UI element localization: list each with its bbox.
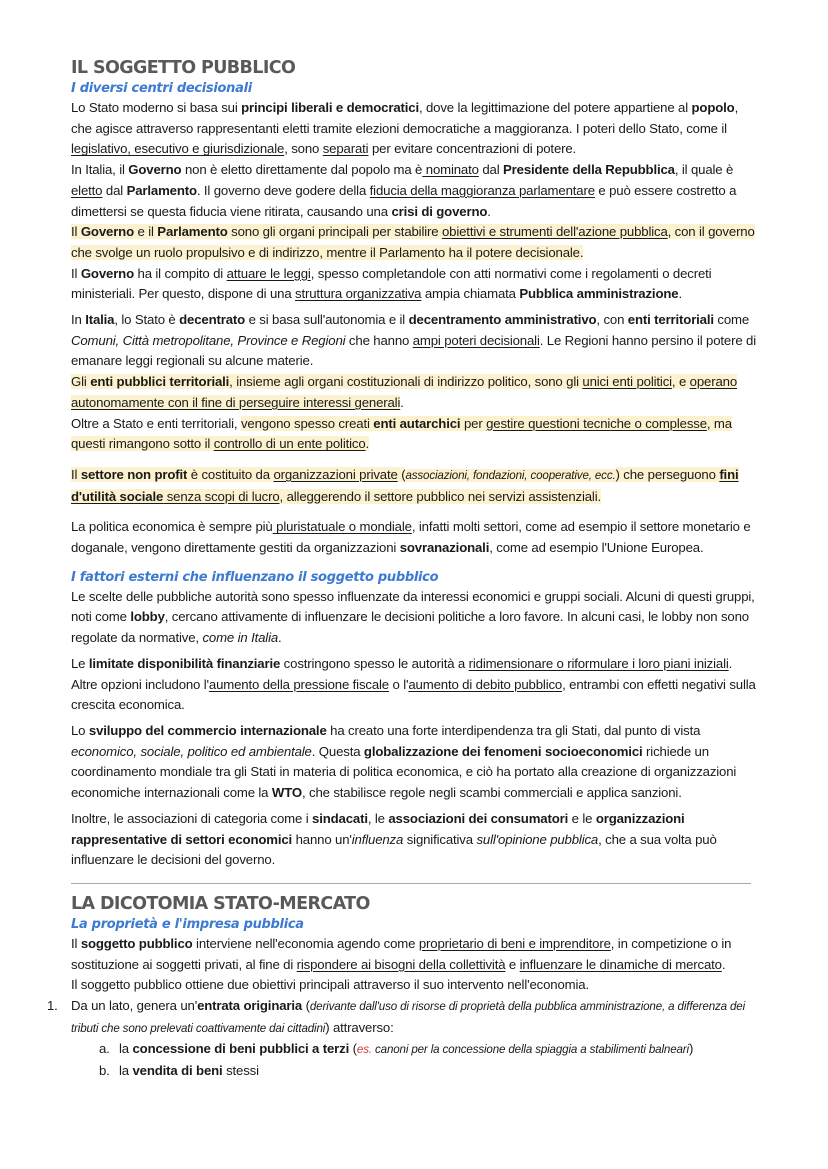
bold-term: Governo — [80, 224, 134, 240]
text-run: che hanno — [345, 332, 413, 348]
text-run: la — [119, 1041, 133, 1057]
text-run: non è eletto direttamente dal popolo ma è — [181, 162, 423, 178]
text-run: , infatti molti settori, come ad esempio il settore monetario e doganale, vengono direttamente gestiti da organizzazioni — [71, 519, 751, 556]
underlined-phrase: ridimensionare o riformulare i loro piani iniziali — [468, 655, 729, 671]
italic-note: come in Italia — [202, 630, 279, 646]
text-run: Oltre a Stato e enti territoriali, — [71, 415, 241, 431]
underlined-phrase: aumento di debito pubblico — [408, 676, 563, 692]
text-run: Il soggetto pubblico ottiene due obiettivi principali attraverso il suo intervento nell'economia. — [71, 977, 589, 993]
text-run: dal — [478, 162, 504, 178]
paragraph — [71, 98, 761, 160]
text-run: Il — [71, 224, 81, 240]
underlined-phrase: unici enti politici — [582, 374, 672, 390]
text-run: ( — [302, 998, 310, 1014]
italic-note: derivante dall'uso di risorse di proprietà della pubblica amministrazione, a differenza dei tributi che sono prelevati coattivamente dai cittadini — [71, 1000, 746, 1035]
underlined-phrase: aumento della pressione fiscale — [208, 676, 389, 692]
bold-term: sindacati — [312, 810, 368, 826]
italic-note: economico, sociale, politico ed ambientale — [71, 743, 312, 759]
paragraph — [71, 414, 761, 455]
bold-term: Governo — [128, 162, 182, 178]
underlined-phrase: legislativo, esecutivo e giurisdizionale — [71, 141, 285, 157]
bold-term: fini d'utilità sociale — [71, 466, 739, 504]
text-run: hanno un' — [292, 831, 352, 847]
text-run: . Questa — [311, 743, 364, 759]
italic-note: sull'opinione pubblica — [476, 831, 599, 847]
underlined-phrase: fiducia della maggioranza parlamentare — [369, 182, 595, 198]
spacer — [71, 455, 761, 465]
paragraph — [71, 160, 761, 222]
paragraph — [71, 809, 761, 871]
paragraph — [71, 721, 761, 804]
text-run: , dove la legittimazione del potere appartiene al — [418, 100, 692, 115]
text-run: ampia chiamata — [421, 286, 520, 302]
paragraph — [71, 654, 761, 716]
text-run: , entrambi con effetti negativi sulla crescita economica. — [71, 676, 756, 713]
bold-term: soggetto pubblico — [80, 935, 193, 951]
text-run: richiede un coordinamento mondiale tra gli Stati in materia di politica economica, e ciò ha portato alla creazione di organizzazioni economiche internazionali come la — [71, 743, 737, 801]
bold-term: popolo — [691, 100, 735, 115]
text-run: . — [365, 436, 370, 452]
italic-note: Comuni, Città metropolitane, Province e Regioni — [71, 332, 346, 348]
underlined-phrase: organizzazioni private — [273, 466, 398, 482]
list-marker: b. — [99, 1063, 110, 1079]
bold-term: decentrato — [179, 312, 246, 328]
bold-term: sviluppo del commercio internazionale — [88, 722, 327, 738]
text-run: ) — [688, 1041, 694, 1057]
section-title: LA DICOTOMIA STATO-MERCATO — [71, 893, 370, 914]
text-run: vengono spesso creati — [240, 415, 374, 431]
text-run: interviene nell'economia agendo come — [192, 935, 419, 951]
underlined-phrase: attuare le leggi — [226, 265, 311, 281]
text-run: è costituito da — [187, 466, 274, 482]
text-run: . — [721, 956, 726, 972]
text-run: , cercano attivamente di influenzare le decisioni politiche a loro favore. In alcuni casi, le lobby non sono regolate da normative, — [71, 609, 749, 646]
text-run: , con il governo che svolge un ruolo propulsivo e di indirizzo, mentre il Parlamento ha il potere decisionale. — [71, 224, 755, 260]
text-run: , in competizione o in sostituzione ai soggetti privati, al fine di — [71, 935, 732, 972]
bold-term: enti autarchici — [373, 415, 461, 431]
underlined-phrase: proprietario di beni e imprenditore — [418, 935, 611, 951]
italic-note: associazioni, fondazioni, cooperative, ecc. — [405, 468, 616, 482]
text-run: . — [678, 286, 682, 302]
text-run: , ma questi rimangono sotto il — [71, 415, 732, 452]
text-run: Il — [71, 265, 81, 281]
text-run: o l' — [389, 676, 409, 692]
text-run: e può essere costretto a dimettersi se questa fiducia viene ritirata, causando una — [71, 182, 737, 219]
text-run: . — [278, 630, 282, 646]
subsection-title: La proprietà e l'impresa pubblica — [71, 916, 304, 932]
bold-term: settore non profit — [80, 466, 188, 482]
text-run: , il quale è — [674, 162, 734, 178]
text-run: e le — [568, 810, 596, 826]
list-marker: 1. — [47, 998, 58, 1014]
bold-term: Presidente della Repubblica — [503, 162, 675, 178]
spacer — [71, 507, 761, 517]
text-run: significativa — [403, 831, 477, 847]
text-run: e — [505, 956, 520, 972]
text-run: La politica economica è sempre più — [71, 519, 273, 535]
text-run: Il — [71, 466, 81, 482]
text-run: . Il governo deve godere della — [196, 182, 370, 198]
lettered-list-item — [71, 1039, 761, 1061]
bold-term: Parlamento — [126, 182, 197, 198]
subsection-title: I fattori esterni che influenzano il soggetto pubblico — [71, 569, 439, 585]
text-run: , sono — [284, 141, 323, 157]
text-run: . — [400, 394, 404, 410]
text-run: , come ad esempio l'Unione Europea. — [489, 540, 704, 556]
bold-term: vendita di beni — [132, 1063, 223, 1079]
section-title: IL SOGGETTO PUBBLICO — [71, 58, 296, 78]
bold-term: concessione di beni pubblici a terzi — [132, 1041, 350, 1057]
text-run: per — [460, 415, 487, 431]
text-run: . Altre opzioni includono l' — [71, 655, 733, 692]
paragraph — [71, 310, 761, 372]
numbered-list-item — [47, 996, 761, 1039]
underlined-phrase: pluristatuale o mondiale — [272, 519, 412, 535]
bold-term: Governo — [80, 265, 134, 281]
paragraph — [71, 934, 761, 975]
list-marker: a. — [99, 1041, 110, 1057]
spacer — [71, 559, 761, 569]
text-run: ( — [349, 1041, 357, 1057]
text-run: Le scelte delle pubbliche autorità sono spesso influenzate da interessi economici e gruppi sociali. Alcuni di questi gruppi, noti come — [71, 588, 755, 625]
underlined-phrase: obiettivi e strumenti dell'azione pubblica — [441, 224, 668, 240]
bold-term: associazioni dei consumatori — [388, 810, 569, 826]
bold-term: Pubblica amministrazione — [519, 286, 679, 302]
bold-term: globalizzazione dei fenomeni socioeconomici — [363, 743, 643, 759]
bold-term: organizzazioni rappresentative di settori economici — [71, 810, 685, 847]
bold-term: principi liberali e democratici — [241, 100, 419, 115]
text-run: ) che perseguono — [615, 466, 720, 482]
text-run: per evitare concentrazioni di potere. — [368, 141, 577, 157]
text-run: , che a sua volta può influenzare le decisioni del governo. — [71, 831, 717, 868]
lettered-list-item — [71, 1061, 761, 1082]
text-run: come — [713, 312, 750, 328]
bold-term: entrata originaria — [197, 998, 303, 1014]
italic-note: influenza — [351, 831, 404, 847]
underlined-phrase: operano autonomamente con il fine di perseguire interessi generali — [71, 374, 738, 410]
bold-term: enti pubblici territoriali — [90, 374, 230, 390]
document-content — [47, 56, 761, 1082]
text-run: Lo — [71, 722, 89, 738]
bold-term: crisi di governo — [391, 203, 488, 219]
text-run: , e — [671, 374, 690, 390]
underlined-phrase: gestire questioni tecniche o complesse — [486, 415, 707, 431]
italic-note: es. — [356, 1043, 372, 1057]
text-run: , con — [596, 312, 628, 328]
text-run: In Italia, il — [71, 162, 129, 178]
text-run: . Le Regioni hanno persino il potere di emanare leggi regionali su alcune materie. — [71, 332, 757, 369]
text-run: , le — [367, 810, 389, 826]
paragraph — [71, 264, 761, 305]
text-run: ( — [397, 466, 406, 482]
underlined-phrase: nominato — [422, 162, 479, 178]
bold-term: enti territoriali — [627, 312, 714, 328]
text-run: , che stabilisce regole negli scambi commerciali e applica sanzioni. — [301, 785, 682, 801]
text-run: Gli — [71, 374, 91, 390]
bold-term: Italia — [85, 312, 115, 328]
paragraph — [71, 222, 761, 263]
underlined-phrase: struttura organizzativa — [295, 286, 422, 302]
underlined-phrase: ampi poteri decisionali — [412, 332, 540, 348]
text-run: , alleggerendo il settore pubblico nei servizi assistenziali. — [279, 488, 601, 504]
underlined-phrase: influenzare le dinamiche di mercato — [519, 956, 722, 972]
text-run: Lo Stato moderno si basa sui — [71, 100, 242, 115]
text-run: Le — [71, 655, 89, 671]
paragraph — [71, 465, 761, 507]
paragraph — [71, 372, 761, 413]
text-run: . — [487, 203, 491, 219]
subsection-title: I diversi centri decisionali — [71, 81, 252, 96]
bold-term: WTO — [271, 785, 302, 801]
text-run: In — [71, 312, 86, 328]
underlined-phrase: controllo di un ente politico — [213, 436, 366, 452]
underlined-phrase: senza scopi di lucro — [163, 488, 280, 504]
text-run: ha il compito di — [134, 265, 227, 281]
text-run: dal — [102, 182, 127, 198]
bold-term: decentramento amministrativo — [408, 312, 597, 328]
paragraph — [71, 517, 761, 558]
bold-term: sovranazionali — [399, 540, 490, 556]
text-run: stessi — [222, 1063, 259, 1079]
paragraph — [71, 587, 761, 649]
bold-term: lobby — [130, 609, 165, 625]
bold-term: limitate disponibilità finanziarie — [88, 655, 281, 671]
text-run: e il — [134, 224, 158, 240]
text-run: ) attraverso: — [325, 1019, 394, 1035]
text-run: , spesso completandole con atti normativi come i regolamenti o decreti ministeriali. Per questo, dispone di una — [71, 265, 712, 302]
text-run: sono gli organi principali per stabilire — [227, 224, 442, 240]
text-run: ha creato una forte interdipendenza tra gli Stati, dal punto di vista — [326, 722, 701, 738]
underlined-phrase: eletto — [71, 182, 103, 198]
text-run: , insieme agli organi costituzionali di indirizzo politico, sono gli — [229, 374, 583, 390]
text-run: costringono spesso le autorità a — [280, 655, 469, 671]
section-divider — [71, 883, 751, 884]
text-run: Il — [71, 935, 81, 951]
text-run: , lo Stato è — [114, 312, 180, 328]
text-run: e si basa sull'autonomia e il — [245, 312, 409, 328]
italic-note: canoni per la concessione della spiaggia a stabilimenti balneari — [371, 1043, 689, 1057]
paragraph — [71, 975, 761, 996]
underlined-phrase: rispondere ai bisogni della collettività — [296, 956, 506, 972]
text-run: Da un lato, genera un' — [71, 998, 198, 1014]
text-run: la — [119, 1063, 133, 1079]
text-run: , che agisce attraverso rappresentanti eletti tramite elezioni democratiche a maggioranza. I poteri dello Stato, come il — [71, 100, 739, 136]
text-run: Inoltre, le associazioni di categoria come i — [71, 810, 313, 826]
underlined-phrase: separati — [322, 141, 369, 157]
bold-term: Parlamento — [157, 224, 228, 240]
